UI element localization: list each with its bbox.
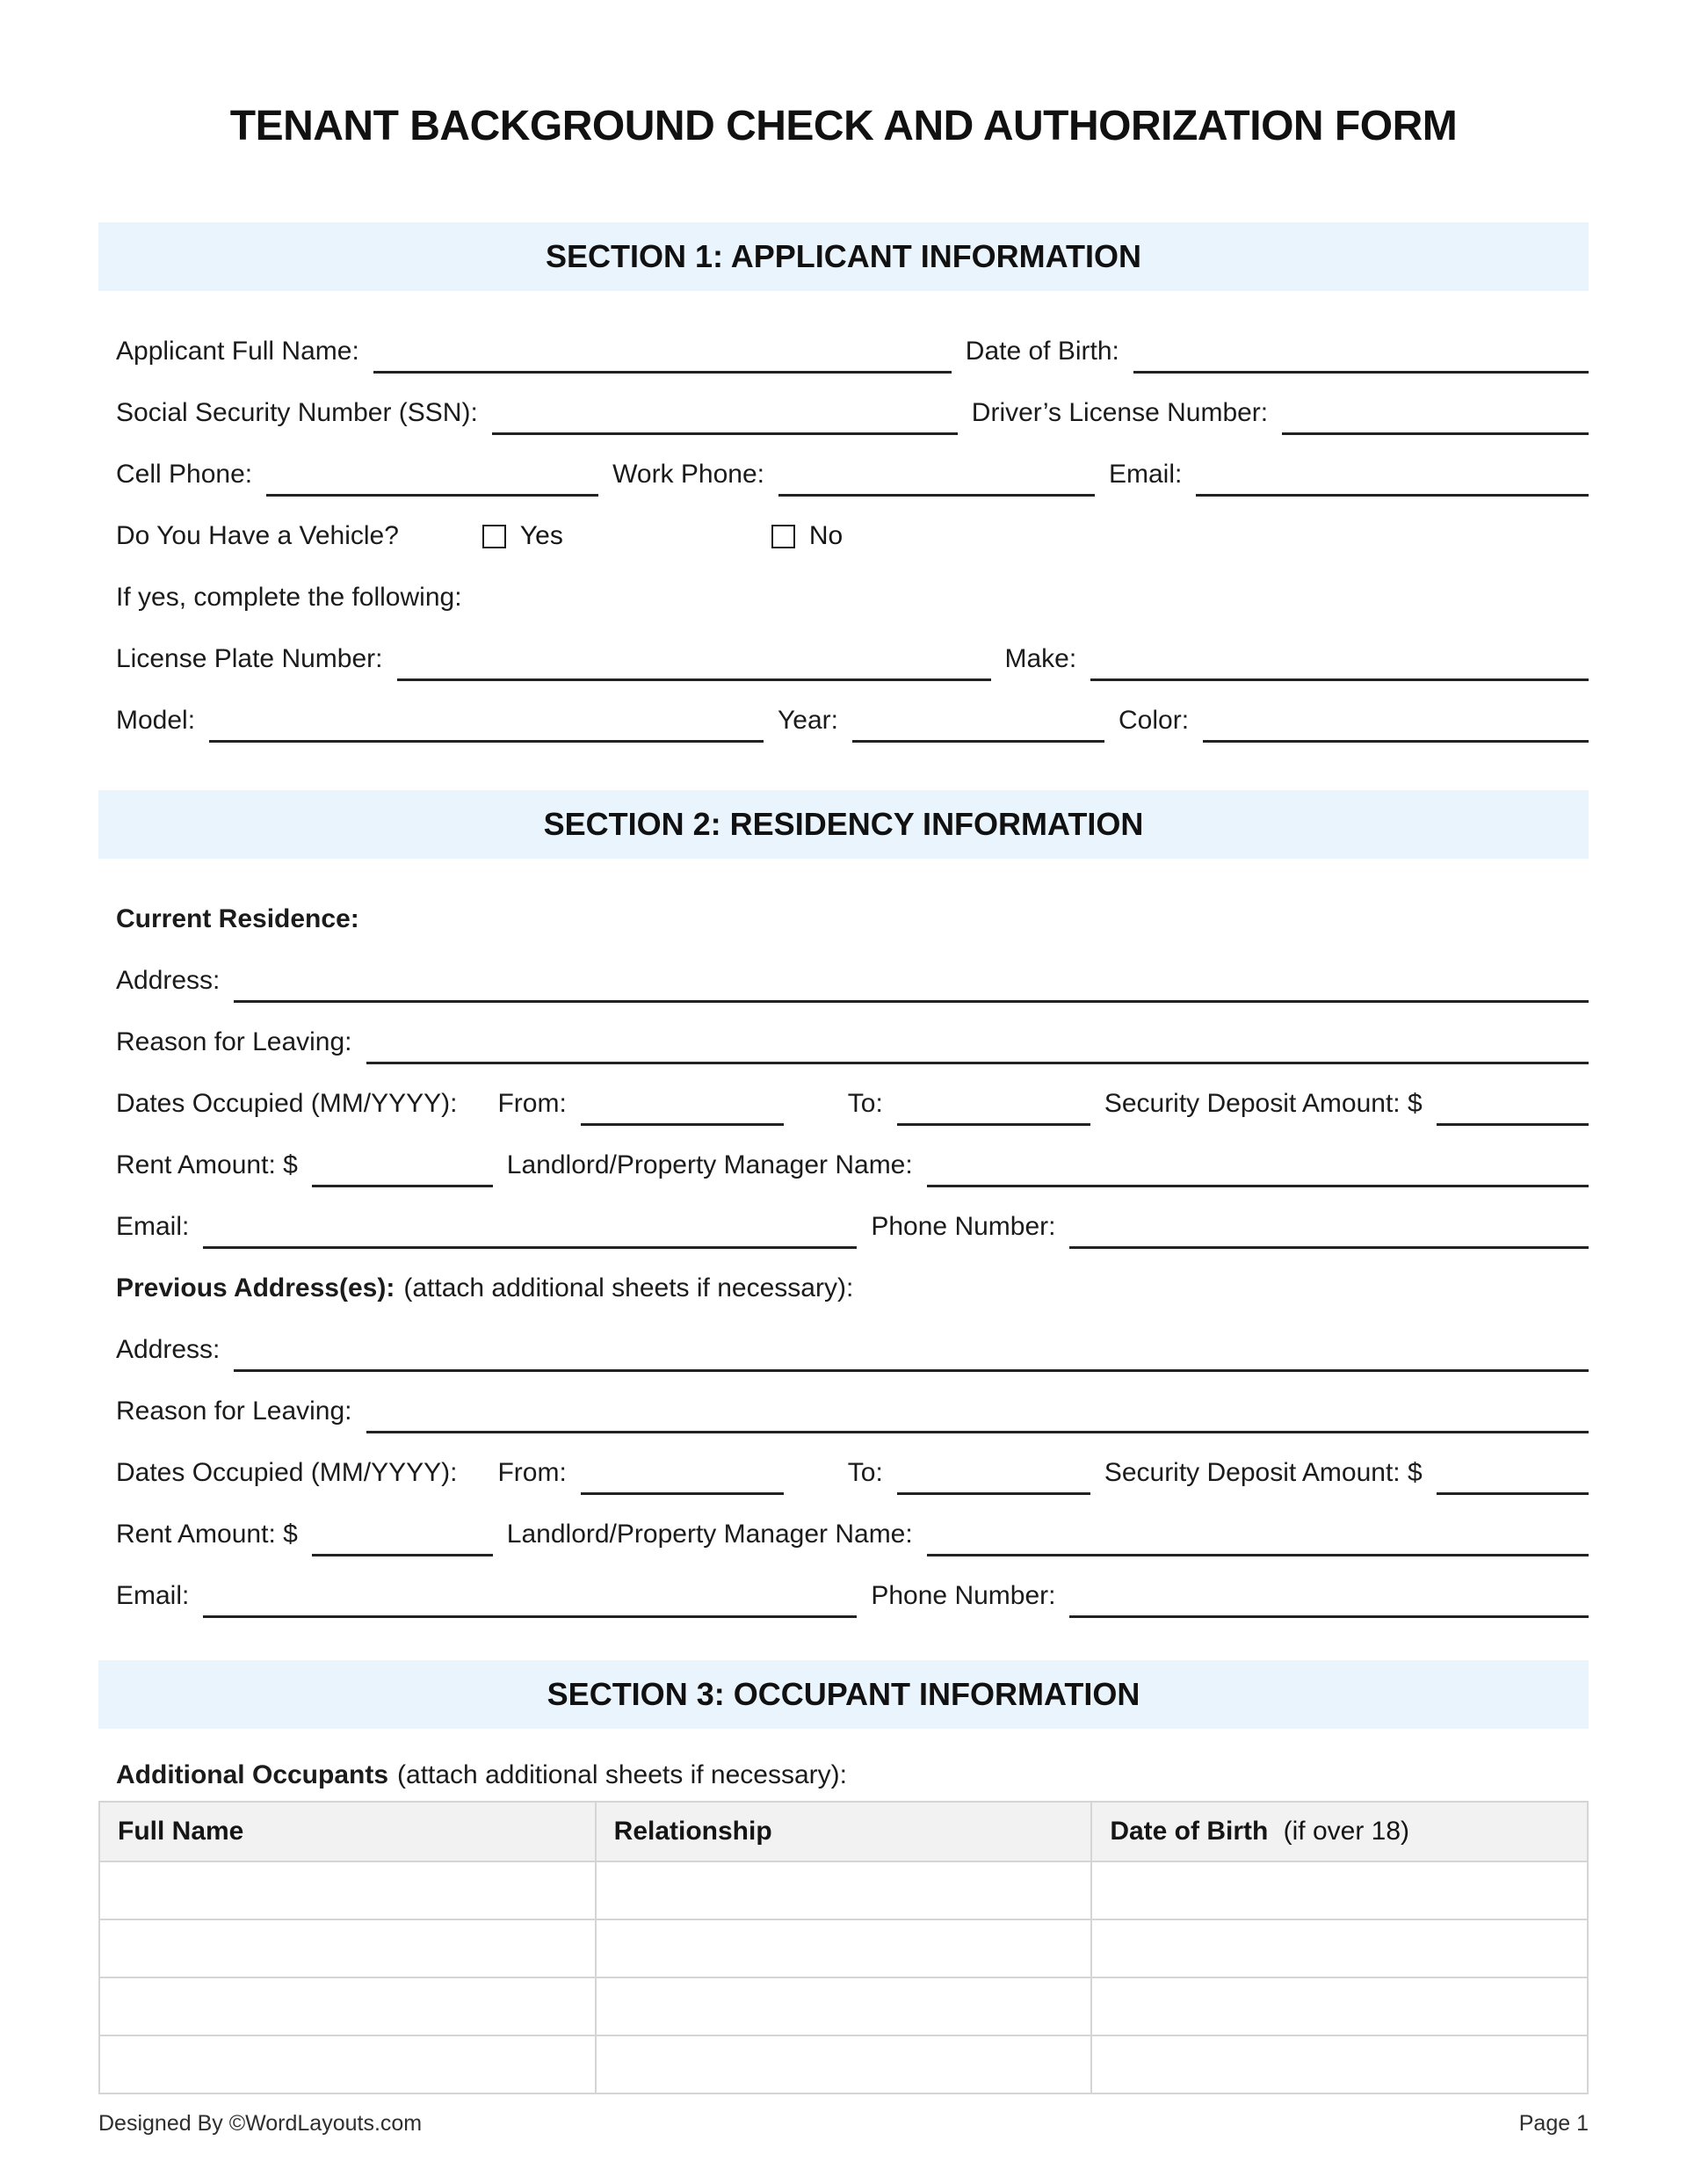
current-reason-input[interactable] — [366, 1062, 1589, 1064]
row-previous-address — [98, 1328, 1589, 1367]
row-current-email-phone — [98, 1205, 1589, 1244]
work-phone-input[interactable] — [778, 494, 1095, 497]
vehicle-yes-checkbox[interactable] — [482, 525, 506, 548]
previous-rent-input[interactable] — [312, 1554, 493, 1556]
previous-rent-label: Rent Amount: $ — [116, 1520, 298, 1549]
occupant-1-dob-cell[interactable] — [1091, 1861, 1588, 1919]
previous-phone-input[interactable] — [1069, 1615, 1589, 1618]
previous-reason-label: Reason for Leaving: — [116, 1397, 352, 1426]
applicant-full-name-input[interactable] — [373, 371, 952, 374]
current-to-input[interactable] — [897, 1123, 1090, 1126]
row-phones-email — [98, 453, 1589, 491]
occupants-row-2 — [99, 1919, 1588, 1977]
vehicle-yes-label: Yes — [519, 521, 563, 550]
previous-addresses-note: (attach additional sheets if necessary): — [403, 1273, 854, 1302]
current-rent-label: Rent Amount: $ — [116, 1150, 298, 1179]
occupant-3-relationship-cell[interactable] — [596, 1977, 1092, 2035]
row-if-yes — [98, 576, 1589, 614]
current-deposit-input[interactable] — [1437, 1123, 1589, 1126]
model-input[interactable] — [209, 740, 764, 743]
full-name-header-text: Full Name — [118, 1817, 244, 1846]
occupants-row-4 — [99, 2035, 1588, 2093]
current-phone-label: Phone Number: — [871, 1212, 1056, 1241]
email-label: Email: — [1108, 460, 1183, 489]
row-current-dates — [98, 1082, 1589, 1121]
vehicle-question-label: Do You Have a Vehicle? — [116, 521, 399, 550]
previous-to-label: To: — [847, 1458, 883, 1487]
row-previous-addresses — [98, 1266, 1589, 1305]
license-plate-input[interactable] — [397, 678, 991, 681]
current-landlord-input[interactable] — [927, 1185, 1589, 1187]
occupant-1-relationship-cell[interactable] — [596, 1861, 1092, 1919]
occupants-header-full-name — [99, 1802, 596, 1861]
row-current-reason — [98, 1020, 1589, 1059]
row-plate-make — [98, 637, 1589, 676]
email-input[interactable] — [1196, 494, 1589, 497]
row-model-year-color — [98, 699, 1589, 737]
occupant-2-dob-cell[interactable] — [1091, 1919, 1588, 1977]
current-to-label: To: — [847, 1089, 883, 1118]
applicant-full-name-label: Applicant Full Name: — [116, 337, 359, 366]
row-current-address — [98, 959, 1589, 998]
section3-header-band — [98, 1660, 1589, 1729]
ssn-input[interactable] — [492, 432, 958, 435]
previous-phone-label: Phone Number: — [871, 1581, 1056, 1610]
previous-deposit-label: Security Deposit Amount: $ — [1104, 1458, 1423, 1487]
occupants-table — [98, 1801, 1589, 2094]
year-input[interactable] — [852, 740, 1104, 743]
dob-header-text: Date of Birth — [1110, 1817, 1269, 1846]
vehicle-no-label: No — [808, 521, 844, 550]
occupants-header-dob — [1091, 1802, 1588, 1861]
row-current-residence — [98, 897, 1589, 936]
occupant-2-name-cell[interactable] — [99, 1919, 596, 1977]
work-phone-label: Work Phone: — [612, 460, 764, 489]
occupant-4-relationship-cell[interactable] — [596, 2035, 1092, 2093]
cell-phone-input[interactable] — [266, 494, 598, 497]
current-email-label: Email: — [116, 1212, 190, 1241]
drivers-license-input[interactable] — [1282, 432, 1589, 435]
make-input[interactable] — [1090, 678, 1589, 681]
previous-to-input[interactable] — [897, 1492, 1090, 1495]
row-vehicle-question — [98, 514, 1589, 553]
row-ssn-dl — [98, 391, 1589, 430]
section1-title: SECTION 1: APPLICANT INFORMATION — [546, 238, 1141, 274]
current-deposit-label: Security Deposit Amount: $ — [1104, 1089, 1423, 1118]
current-from-label: From: — [497, 1089, 567, 1118]
section1-header-band — [98, 222, 1589, 291]
current-from-input[interactable] — [581, 1123, 784, 1126]
current-phone-input[interactable] — [1069, 1246, 1589, 1249]
previous-email-input[interactable] — [203, 1615, 857, 1618]
occupants-header-relationship — [596, 1802, 1092, 1861]
color-input[interactable] — [1203, 740, 1589, 743]
previous-landlord-label: Landlord/Property Manager Name: — [506, 1520, 913, 1549]
occupant-3-dob-cell[interactable] — [1091, 1977, 1588, 2035]
row-previous-dates — [98, 1451, 1589, 1490]
vehicle-no-checkbox[interactable] — [771, 525, 795, 548]
page-footer — [98, 2111, 1589, 2137]
occupant-4-dob-cell[interactable] — [1091, 2035, 1588, 2093]
row-additional-occupants — [98, 1753, 1589, 1792]
occupant-2-relationship-cell[interactable] — [596, 1919, 1092, 1977]
if-yes-note: If yes, complete the following: — [116, 583, 462, 612]
footer-page-number: Page 1 — [1518, 2111, 1589, 2136]
current-landlord-label: Landlord/Property Manager Name: — [506, 1150, 913, 1179]
year-label: Year: — [778, 706, 838, 735]
ssn-label: Social Security Number (SSN): — [116, 398, 478, 427]
section2-title: SECTION 2: RESIDENCY INFORMATION — [543, 806, 1144, 842]
occupant-4-name-cell[interactable] — [99, 2035, 596, 2093]
current-dates-label: Dates Occupied (MM/YYYY): — [116, 1089, 458, 1118]
section2-header-band — [98, 790, 1589, 859]
color-label: Color: — [1119, 706, 1190, 735]
occupant-1-name-cell[interactable] — [99, 1861, 596, 1919]
previous-landlord-input[interactable] — [927, 1554, 1589, 1556]
date-of-birth-label: Date of Birth: — [965, 337, 1119, 366]
current-address-input[interactable] — [234, 1000, 1589, 1003]
cell-phone-label: Cell Phone: — [116, 460, 253, 489]
row-previous-reason — [98, 1389, 1589, 1428]
dob-header-note: (if over 18) — [1283, 1817, 1410, 1846]
previous-from-label: From: — [497, 1458, 567, 1487]
previous-address-label: Address: — [116, 1335, 221, 1364]
additional-occupants-note: (attach additional sheets if necessary): — [397, 1760, 847, 1789]
make-label: Make: — [1004, 644, 1077, 673]
current-reason-label: Reason for Leaving: — [116, 1027, 352, 1056]
occupants-row-3 — [99, 1977, 1588, 2035]
current-address-label: Address: — [116, 966, 221, 995]
additional-occupants-label: Additional Occupants — [116, 1760, 389, 1789]
previous-from-input[interactable] — [581, 1492, 784, 1495]
current-rent-input[interactable] — [312, 1185, 493, 1187]
relationship-header-text: Relationship — [613, 1817, 772, 1846]
row-current-rent — [98, 1143, 1589, 1182]
row-name-dob — [98, 330, 1589, 368]
previous-email-label: Email: — [116, 1581, 190, 1610]
model-label: Model: — [116, 706, 196, 735]
row-previous-email-phone — [98, 1574, 1589, 1613]
current-residence-label: Current Residence: — [116, 904, 359, 933]
drivers-license-label: Driver’s License Number: — [971, 398, 1269, 427]
row-previous-rent — [98, 1513, 1589, 1551]
occupant-3-name-cell[interactable] — [99, 1977, 596, 2035]
previous-addresses-label: Previous Address(es): — [116, 1273, 395, 1302]
occupants-row-1 — [99, 1861, 1588, 1919]
previous-address-input[interactable] — [234, 1369, 1589, 1372]
previous-dates-label: Dates Occupied (MM/YYYY): — [116, 1458, 458, 1487]
occupants-table-header-row — [99, 1802, 1588, 1861]
section3-title: SECTION 3: OCCUPANT INFORMATION — [547, 1676, 1140, 1712]
previous-deposit-input[interactable] — [1437, 1492, 1589, 1495]
page-title: TENANT BACKGROUND CHECK AND AUTHORIZATION FORM — [229, 103, 1458, 149]
footer-credit: Designed By ©WordLayouts.com — [98, 2111, 423, 2136]
date-of-birth-input[interactable] — [1133, 371, 1589, 374]
current-email-input[interactable] — [203, 1246, 857, 1249]
previous-reason-input[interactable] — [366, 1431, 1589, 1433]
license-plate-label: License Plate Number: — [116, 644, 383, 673]
